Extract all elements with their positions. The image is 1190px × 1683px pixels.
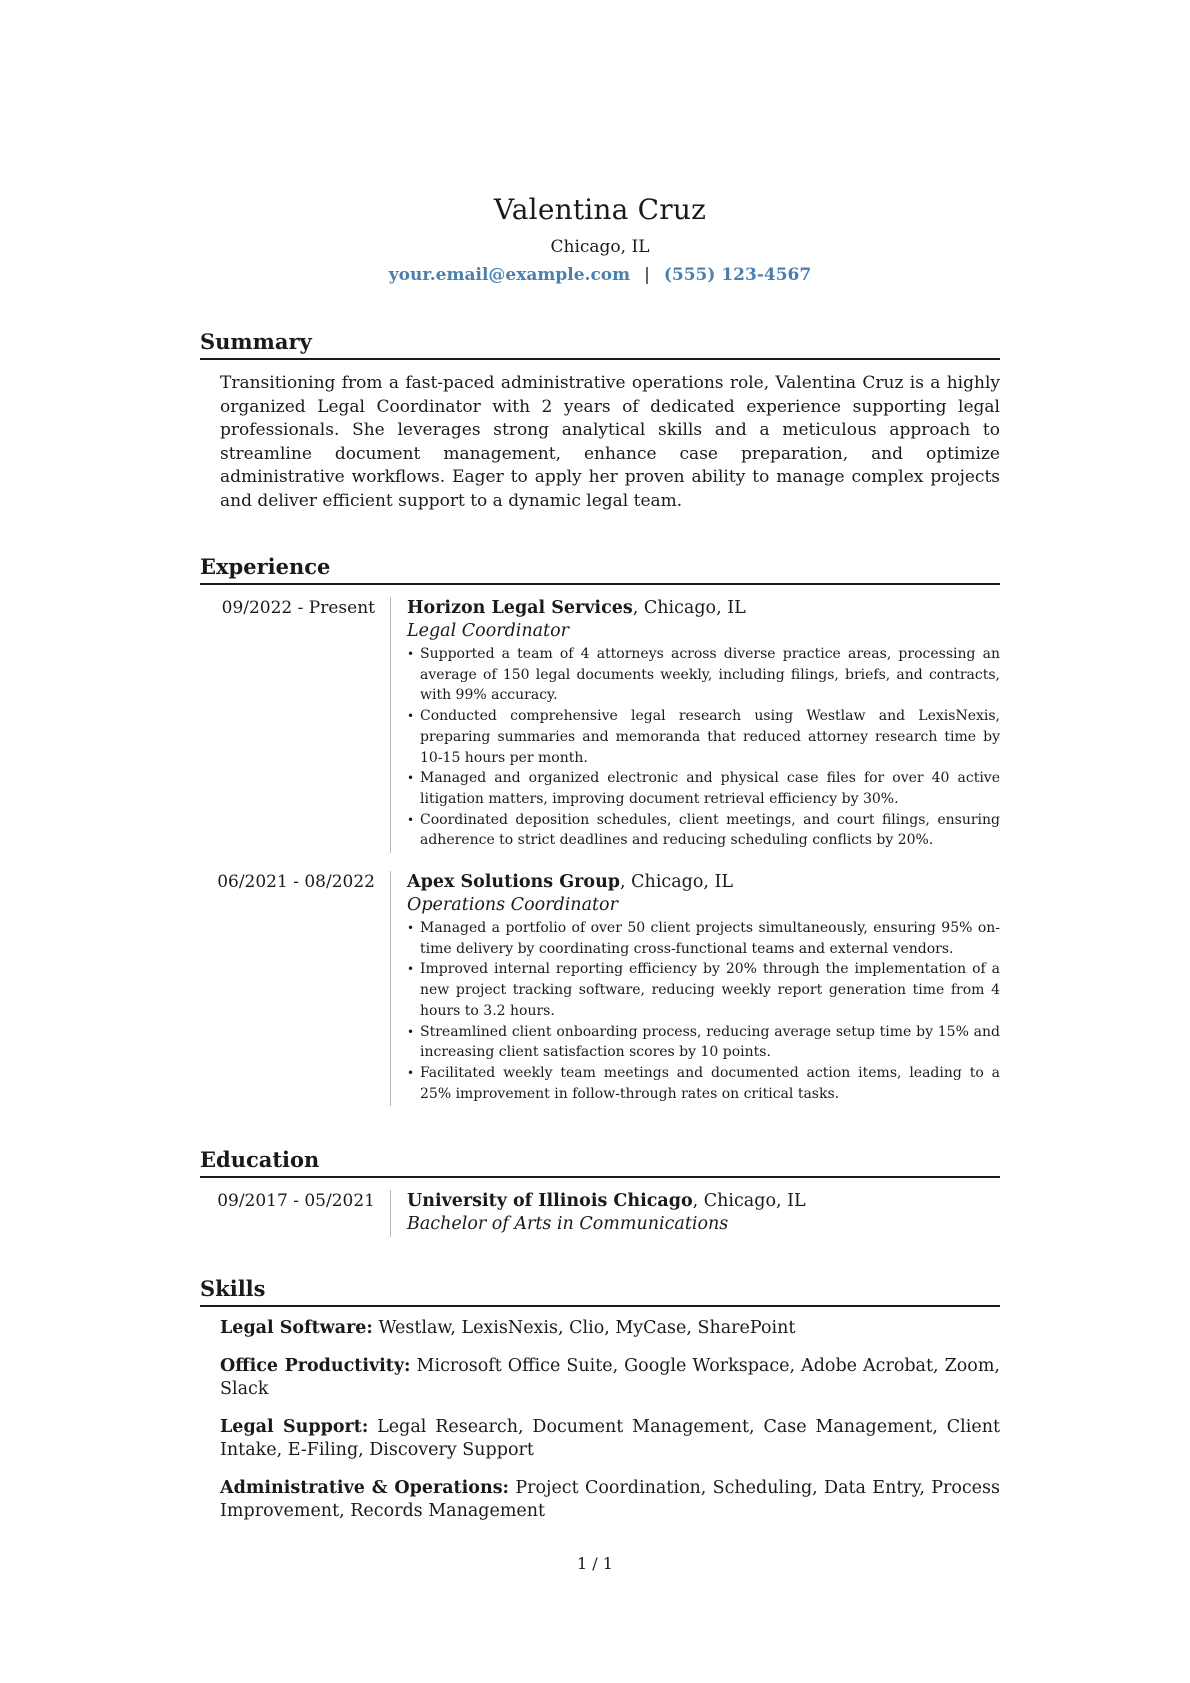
bullet-item: • Facilitated weekly team meetings and documented action items, leading to a 25% improvement in follow-through rates on critical tasks. bbox=[407, 1063, 1000, 1104]
bullet-item: • Supported a team of 4 attorneys across diverse practice areas, processing an average of 150 legal documents weekly, including filings, briefs, and contracts, with 99% accuracy. bbox=[407, 644, 1000, 706]
skill-values: Microsoft Office Suite, Google Workspace, Adobe Acrobat, Zoom, Slack bbox=[220, 1355, 1000, 1400]
education-heading: Education bbox=[200, 1146, 1000, 1178]
skill-row bbox=[220, 1416, 1000, 1463]
skills-section bbox=[200, 1275, 1000, 1524]
school-location: , Chicago, IL bbox=[692, 1191, 806, 1212]
skill-values: Westlaw, LexisNexis, Clio, MyCase, SharePoint bbox=[372, 1318, 796, 1339]
entry-body bbox=[390, 871, 1000, 1106]
bullet-item: • Improved internal reporting efficiency by 20% through the implementation of a new project tracking software, reducing weekly report generation time from 4 hours to 3.2 hours. bbox=[407, 959, 1000, 1021]
entry-body bbox=[390, 597, 1000, 853]
email-link[interactable]: your.email@example.com bbox=[388, 265, 631, 285]
contact-separator: | bbox=[644, 265, 650, 285]
summary-text: Transitioning from a fast-paced administrative operations role, Valentina Cruz is a highly organized Legal Coordinator with 2 years of dedicated experience supporting legal professionals. She leverages strong analytical skills and a meticulous approach to streamline document management, enhance case preparation, and optimize administrative workflows. Eager to apply her proven ability to manage complex projects and deliver efficient support to a dynamic legal team. bbox=[220, 373, 1000, 511]
entry-body bbox=[390, 1190, 1000, 1237]
org-location: , Chicago, IL bbox=[620, 872, 734, 893]
skill-row bbox=[220, 1355, 1000, 1402]
job-title: Operations Coordinator bbox=[407, 895, 618, 916]
bullet-list bbox=[407, 644, 1000, 851]
skill-category: Legal Support: bbox=[220, 1416, 369, 1437]
bullet-item: • Streamlined client onboarding process, reducing average setup time by 15% and increasing client satisfaction scores by 10 points. bbox=[407, 1022, 1000, 1063]
org-line bbox=[407, 871, 1000, 894]
org-name: Apex Solutions Group bbox=[407, 872, 621, 893]
summary-heading: Summary bbox=[200, 328, 1000, 360]
page-number: 1 / 1 bbox=[577, 1554, 613, 1573]
org-line bbox=[407, 1190, 1000, 1213]
entry-date: 09/2017 - 05/2021 bbox=[217, 1191, 375, 1212]
school-name: University of Illinois Chicago bbox=[407, 1191, 693, 1212]
bullet-item: • Conducted comprehensive legal research using Westlaw and LexisNexis, preparing summaries and memoranda that reduced attorney research time by 10-15 hours per month. bbox=[407, 706, 1000, 768]
org-name: Horizon Legal Services bbox=[407, 598, 633, 618]
skill-values: Legal Research, Document Management, Case Management, Client Intake, E-Filing, Discovery Support bbox=[220, 1416, 1000, 1461]
skills-list bbox=[220, 1317, 1000, 1524]
resume-header bbox=[200, 190, 1000, 286]
degree: Bachelor of Arts in Communications bbox=[407, 1214, 729, 1235]
entry-date: 09/2022 - Present bbox=[221, 598, 375, 618]
experience-entry bbox=[200, 597, 1000, 853]
candidate-name: Valentina Cruz bbox=[493, 193, 707, 226]
summary-section bbox=[200, 328, 1000, 513]
skill-category: Legal Software: bbox=[220, 1318, 373, 1339]
experience-heading: Experience bbox=[200, 553, 1000, 585]
org-line bbox=[407, 597, 1000, 620]
candidate-location: Chicago, IL bbox=[550, 237, 650, 257]
skill-values: Project Coordination, Scheduling, Data Entry, Process Improvement, Records Management bbox=[220, 1477, 1000, 1522]
education-section bbox=[200, 1146, 1000, 1237]
resume-page bbox=[200, 190, 1000, 1538]
bullet-item: • Coordinated deposition schedules, client meetings, and court filings, ensuring adherence to strict deadlines and reducing scheduling conflicts by 20%. bbox=[407, 810, 1000, 851]
skill-category: Administrative & Operations: bbox=[220, 1477, 510, 1498]
bullet-list bbox=[407, 918, 1000, 1104]
skills-heading: Skills bbox=[200, 1275, 1000, 1307]
job-title: Legal Coordinator bbox=[407, 621, 570, 641]
bullet-item: • Managed and organized electronic and physical case files for over 40 active litigation matters, improving document retrieval efficiency by 30%. bbox=[407, 768, 1000, 809]
skill-row bbox=[220, 1477, 1000, 1524]
contact-line bbox=[200, 264, 1000, 286]
experience-entry bbox=[200, 871, 1000, 1106]
skill-category: Office Productivity: bbox=[220, 1355, 411, 1376]
bullet-item: • Managed a portfolio of over 50 client projects simultaneously, ensuring 95% on-time delivery by coordinating cross-functional teams and external vendors. bbox=[407, 918, 1000, 959]
education-entry bbox=[200, 1190, 1000, 1237]
skill-row bbox=[220, 1317, 1000, 1341]
entry-date: 06/2021 - 08/2022 bbox=[217, 872, 375, 893]
experience-section bbox=[200, 553, 1000, 1106]
org-location: , Chicago, IL bbox=[632, 598, 746, 618]
phone-link[interactable]: (555) 123-4567 bbox=[663, 265, 812, 285]
